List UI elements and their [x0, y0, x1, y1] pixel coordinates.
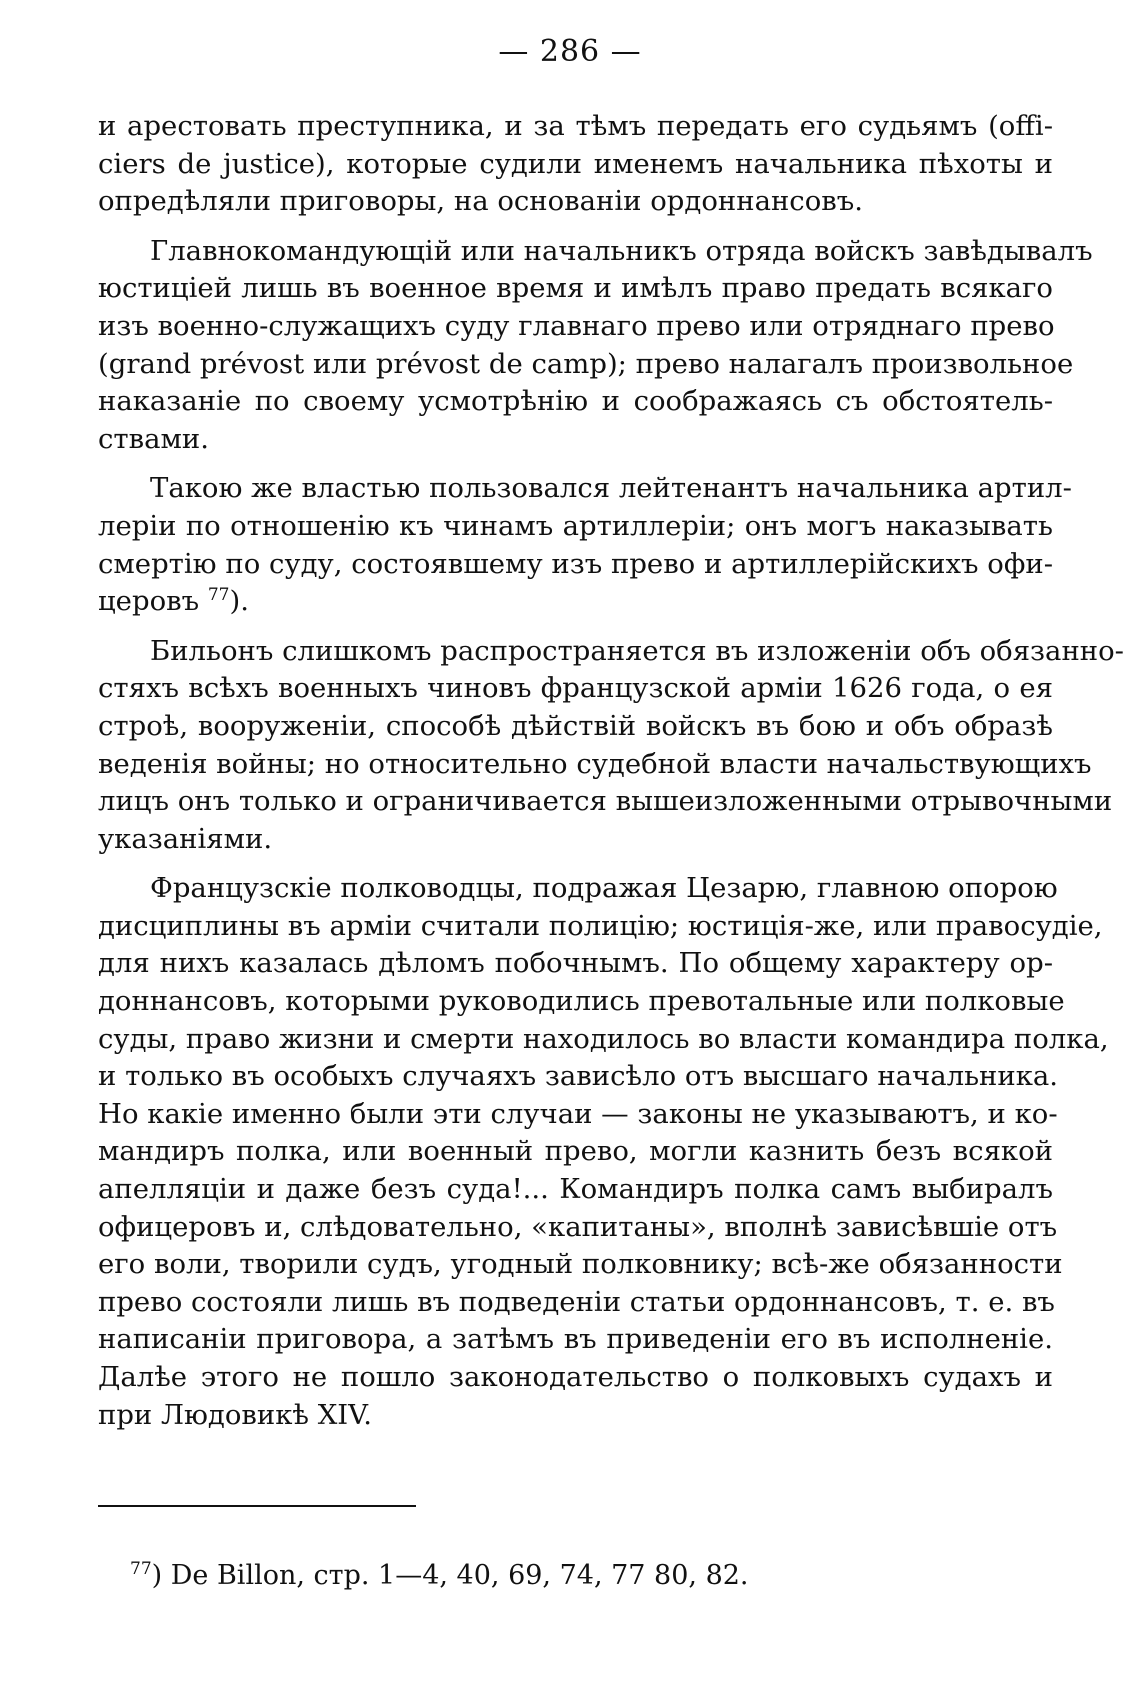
text-line: изъ военно-служащихъ суду главнаго прево или отряднаго прево: [98, 309, 1055, 342]
text-line: Французскіе полководцы, подражая Цезарю, главною опорою: [150, 872, 1058, 905]
paragraph: [98, 870, 1109, 1434]
text-fragment: церовъ: [98, 585, 200, 618]
footnote-separator: [98, 1505, 416, 1507]
text-line: ствами.: [98, 422, 209, 455]
text-line: строѣ, вооруженіи, способѣ дѣйствій войскъ въ бою и объ образѣ: [98, 709, 1053, 742]
footnote-marker: 77: [130, 1559, 152, 1579]
footnote-ref: 77: [207, 584, 230, 605]
footnote-text: ) De Billon, стр. 1—4, 40, 69, 74, 77 80, 82.: [151, 1560, 749, 1591]
page-number: — 286 —: [498, 34, 642, 69]
text-line: апелляціи и даже безъ суда!... Командиръ полка самъ выбиралъ: [98, 1173, 1053, 1206]
text-line: прево состояли лишь въ подведеніи статьи ордоннансовъ, т. е. въ: [98, 1285, 1055, 1318]
text-line: мандиръ полка, или военный прево, могли казнить безъ всякой: [98, 1135, 1053, 1168]
text-line: смертію по суду, состоявшему изъ прево и артиллерійскихъ офи-: [98, 547, 1053, 580]
text-line: Но какіе именно были эти случаи — законы не указываютъ, и ко-: [98, 1097, 1058, 1130]
text-line: и только въ особыхъ случаяхъ зависѣло отъ высшаго начальника.: [98, 1060, 1059, 1093]
text-line: его воли, творили судъ, угодный полковнику; всѣ-же обязанности: [98, 1248, 1063, 1281]
text-line: ciers de justice), которые судили именемъ начальника пѣхоты и: [98, 147, 1053, 180]
text-line: при Людовикѣ XIV.: [98, 1398, 372, 1431]
text-line: опредѣляли приговоры, на основаніи ордоннансовъ.: [98, 185, 863, 218]
paragraph: [98, 108, 1053, 221]
text-line: для нихъ казалась дѣломъ побочнымъ. По общему характеру ор-: [98, 947, 1053, 980]
text-line: веденія войны; но относительно судебной власти начальствующихъ: [98, 747, 1092, 780]
text-line: доннансовъ, которыми руководились превотальные или полковые: [98, 985, 1065, 1018]
text-line: Такою же властью пользовался лейтенантъ начальника артил-: [150, 472, 1072, 505]
text-line: Главнокомандующій или начальникъ отряда войскъ завѣдывалъ: [150, 234, 1093, 267]
text-fragment: ).: [229, 585, 249, 618]
text-line: суды, право жизни и смерти находилось во власти командира полка,: [98, 1022, 1109, 1055]
text-line: леріи по отношенію къ чинамъ артиллеріи; онъ могъ наказывать: [98, 509, 1053, 542]
footnote: [130, 1560, 749, 1591]
text-line: (grand prévost или prévost de camp); прево налагалъ произвольное: [98, 347, 1074, 380]
text-line: офицеровъ и, слѣдовательно, «капитаны», вполнѣ зависѣвшіе отъ: [98, 1210, 1058, 1243]
text-line: лицъ онъ только и ограничивается вышеизложенными отрывочными: [98, 785, 1113, 818]
text-line: наказаніе по своему усмотрѣнію и соображаясь съ обстоятель-: [98, 385, 1053, 418]
text-line: Бильонъ слишкомъ распространяется въ изложеніи объ обязанно-: [150, 634, 1124, 667]
paragraph: [98, 470, 1072, 620]
text-line: стяхъ всѣхъ военныхъ чиновъ французской арміи 1626 года, о ея: [98, 672, 1053, 705]
text-line-with-footnote: [98, 583, 1053, 621]
text-line: написаніи приговора, а затѣмъ въ приведеніи его въ исполненіе.: [98, 1323, 1053, 1356]
text-line: Далѣе этого не пошло законодательство о полковыхъ судахъ и: [98, 1361, 1053, 1393]
paragraph: [98, 633, 1124, 859]
text-line: и арестовать преступника, и за тѣмъ передать его судьямъ (offi-: [98, 110, 1053, 142]
paragraph: [98, 233, 1093, 459]
body-text: [98, 108, 1124, 1434]
text-line: юстиціей лишь въ военное время и имѣлъ право предать всякаго: [98, 272, 1053, 305]
text-line: дисциплины въ арміи считали полицію; юстиція-же, или правосудіе,: [98, 909, 1103, 942]
text-line: указаніями.: [98, 822, 273, 855]
